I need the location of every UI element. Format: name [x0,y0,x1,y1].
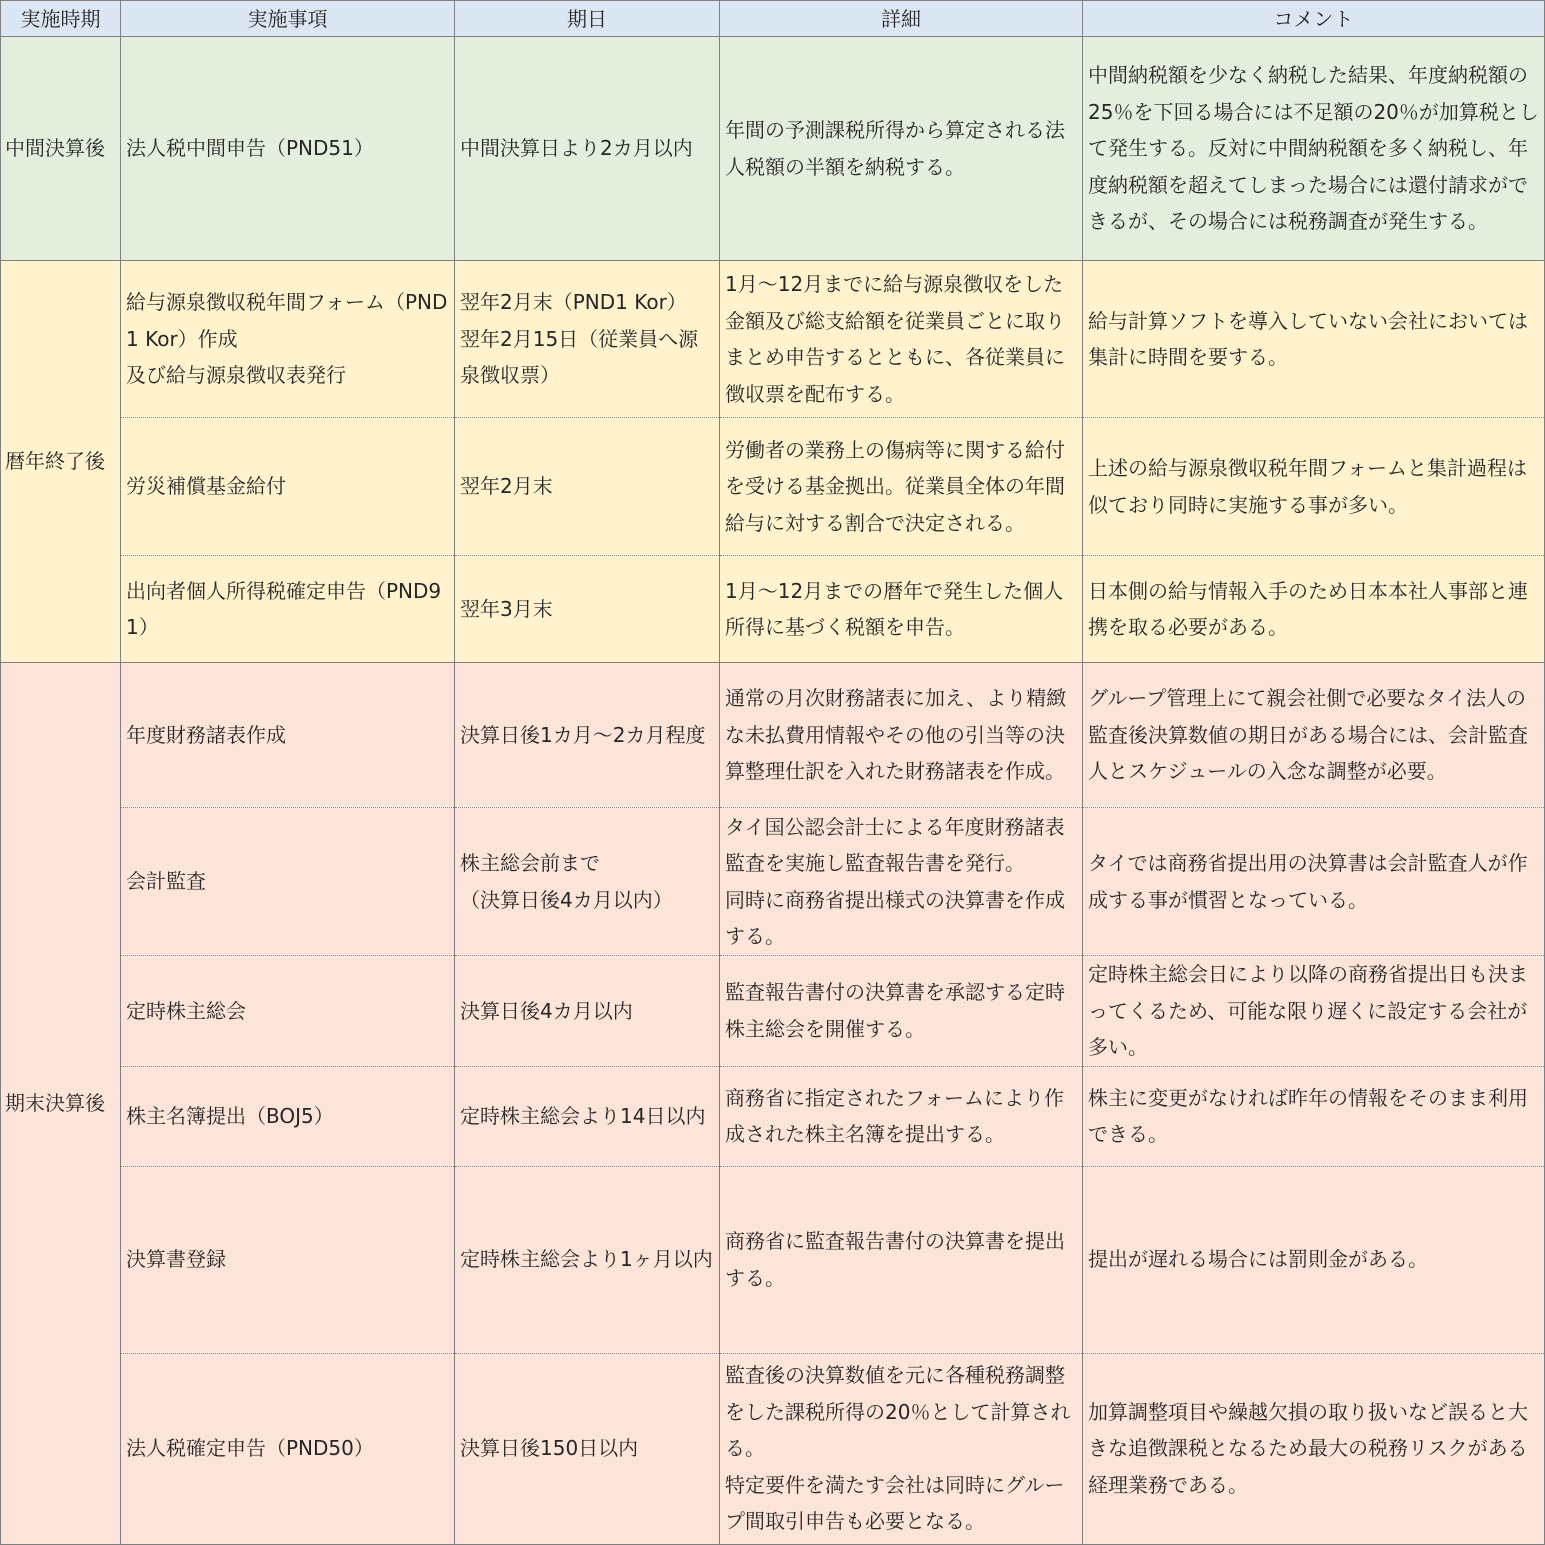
due-cell: 翌年2月末 [455,418,720,556]
period-cell: 期末決算後 [1,663,121,1545]
comment-cell: 中間納税額を少なく納税した結果、年度納税額の25％を下回る場合には不足額の20％が加算税として発生する。反対に中間納税額を多く納税し、年度納税額を超えてしまった場合には還付請求ができるが、その場合には税務調査が発生する。 [1083,37,1545,261]
detail-cell: 年間の予測課税所得から算定される法人税額の半額を納税する。 [720,37,1083,261]
detail-cell: 監査報告書付の決算書を承認する定時株主総会を開催する。 [720,956,1083,1067]
detail-cell: 1月～12月までに給与源泉徴収をした金額及び総支給額を従業員ごとに取りまとめ申告するとともに、各従業員に徴収票を配布する。 [720,261,1083,418]
table-row [1,1166,1545,1353]
detail-cell: 商務省に指定されたフォームにより作成された株主名簿を提出する。 [720,1066,1083,1166]
detail-cell: タイ国公認会計士による年度財務諸表監査を実施し監査報告書を発行。 同時に商務省提出様式の決算書を作成する。 [720,808,1083,956]
group-year-end [1,261,1545,663]
detail-cell: 1月～12月までの暦年で発生した個人所得に基づく税額を申告。 [720,556,1083,663]
comment-cell: 加算調整項目や繰越欠損の取り扱いなど誤ると大きな追徴課税となるため最大の税務リスクがある経理業務である。 [1083,1353,1545,1544]
header-due: 期日 [455,1,720,37]
period-cell: 暦年終了後 [1,261,121,663]
item-cell: 給与源泉徴収税年間フォーム（PND1 Kor）作成 及び給与源泉徴収表発行 [121,261,455,418]
header-item: 実施事項 [121,1,455,37]
detail-cell: 通常の月次財務諸表に加え、より精緻な未払費用情報やその他の引当等の決算整理仕訳を入れた財務諸表を作成。 [720,663,1083,808]
detail-cell: 監査後の決算数値を元に各種税務調整をした課税所得の20％として計算される。 特定要件を満たす会社は同時にグループ間取引申告も必要となる。 [720,1353,1083,1544]
comment-cell: 上述の給与源泉徴収税年間フォームと集計過程は似ており同時に実施する事が多い。 [1083,418,1545,556]
group-fiscal-year-end [1,663,1545,1545]
comment-cell: グループ管理上にて親会社側で必要なタイ法人の監査後決算数値の期日がある場合には、会計監査人とスケジュールの入念な調整が必要。 [1083,663,1545,808]
due-cell: 定時株主総会より1ヶ月以内 [455,1166,720,1353]
comment-cell: 日本側の給与情報入手のため日本本社人事部と連携を取る必要がある。 [1083,556,1545,663]
due-cell: 株主総会前まで （決算日後4カ月以内） [455,808,720,956]
header-comment: コメント [1083,1,1545,37]
table-row [1,261,1545,418]
group-interim [1,37,1545,261]
due-cell: 決算日後4カ月以内 [455,956,720,1067]
item-cell: 定時株主総会 [121,956,455,1067]
comment-cell: タイでは商務省提出用の決算書は会計監査人が作成する事が慣習となっている。 [1083,808,1545,956]
header-period: 実施時期 [1,1,121,37]
due-cell: 定時株主総会より14日以内 [455,1066,720,1166]
detail-cell: 商務省に監査報告書付の決算書を提出する。 [720,1166,1083,1353]
comment-cell: 定時株主総会日により以降の商務省提出日も決まってくるため、可能な限り遅くに設定する会社が多い。 [1083,956,1545,1067]
due-cell: 翌年3月末 [455,556,720,663]
due-cell: 決算日後150日以内 [455,1353,720,1544]
item-cell: 法人税中間申告（PND51） [121,37,455,261]
period-cell: 中間決算後 [1,37,121,261]
item-cell: 会計監査 [121,808,455,956]
comment-cell: 給与計算ソフトを導入していない会社においては集計に時間を要する。 [1083,261,1545,418]
table-row [1,1353,1545,1544]
table-row [1,418,1545,556]
item-cell: 年度財務諸表作成 [121,663,455,808]
table-row [1,37,1545,261]
item-cell: 法人税確定申告（PND50） [121,1353,455,1544]
table-row [1,1066,1545,1166]
header-row [1,1,1545,37]
item-cell: 出向者個人所得税確定申告（PND91） [121,556,455,663]
detail-cell: 労働者の業務上の傷病等に関する給付を受ける基金拠出。従業員全体の年間給与に対する割合で決定される。 [720,418,1083,556]
table-row [1,956,1545,1067]
due-cell: 中間決算日より2カ月以内 [455,37,720,261]
table-row [1,808,1545,956]
due-cell: 翌年2月末（PND1 Kor） 翌年2月15日（従業員へ源泉徴収票） [455,261,720,418]
table-row [1,556,1545,663]
header-detail: 詳細 [720,1,1083,37]
due-cell: 決算日後1カ月～2カ月程度 [455,663,720,808]
comment-cell: 提出が遅れる場合には罰則金がある。 [1083,1166,1545,1353]
item-cell: 決算書登録 [121,1166,455,1353]
comment-cell: 株主に変更がなければ昨年の情報をそのまま利用できる。 [1083,1066,1545,1166]
table-row [1,663,1545,808]
item-cell: 労災補償基金給付 [121,418,455,556]
item-cell: 株主名簿提出（BOJ5） [121,1066,455,1166]
